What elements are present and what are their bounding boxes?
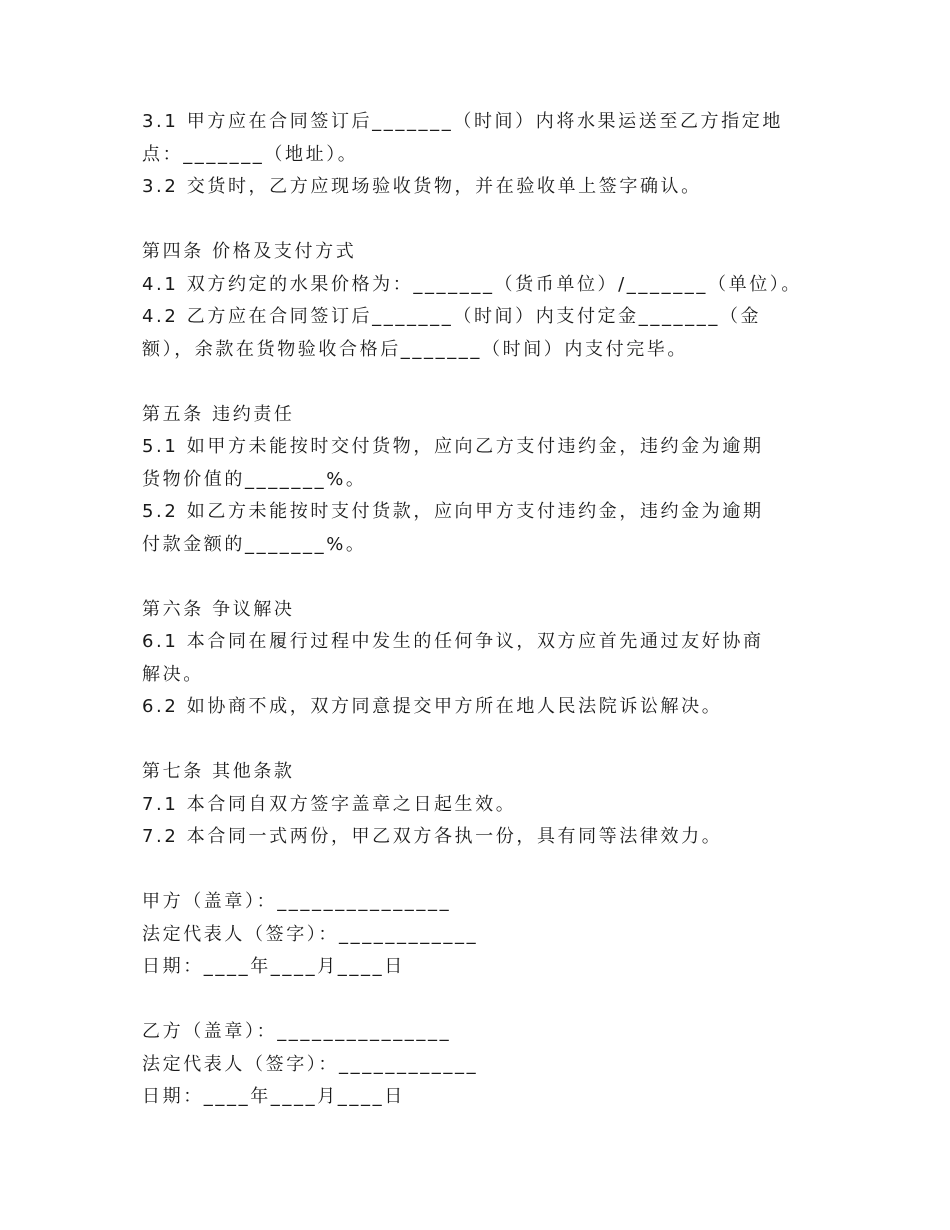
party-a-representative-line: 法定代表人（签字）：____________ — [142, 923, 479, 945]
spacer — [142, 724, 842, 757]
contract-page — [142, 106, 842, 1114]
clause-7-2: 7.2 本合同一式两份，甲乙双方各执一份，具有同等法律效力。 — [142, 826, 723, 847]
party-b-date-line: 日期：____年____月____日 — [142, 1086, 405, 1107]
clause-3-2: 3.2 交货时，乙方应现场验收货物，并在验收单上签字确认。 — [142, 176, 702, 197]
clause-6-1-line-2: 解决。 — [142, 663, 204, 685]
spacer — [142, 204, 842, 237]
clause-5-2-line-2: 付款金额的_______%。 — [142, 533, 367, 555]
clause-4-2-line-2: 额），余款在货物验收合格后_______（时间）内支付完毕。 — [142, 338, 688, 360]
clause-5-2-line-1: 5.2 如乙方未能按时支付货款，应向甲方支付违约金，违约金为逾期 — [142, 501, 764, 522]
clause-6-2: 6.2 如协商不成，双方同意提交甲方所在地人民法院诉讼解决。 — [142, 696, 723, 717]
clause-4-2-line-1: 4.2 乙方应在合同签订后_______（时间）内支付定金_______（金 — [142, 306, 762, 327]
spacer — [142, 561, 842, 594]
clause-5-1-line-1: 5.1 如甲方未能按时交付货物，应向乙方支付违约金，违约金为逾期 — [142, 436, 764, 457]
clause-6-1-line-1: 6.1 本合同在履行过程中发生的任何争议，双方应首先通过友好协商 — [142, 631, 764, 652]
spacer — [142, 984, 842, 1017]
party-a-date-line: 日期：____年____月____日 — [142, 956, 405, 977]
clause-4-1: 4.1 双方约定的水果价格为：_______（货币单位）/_______（单位）。 — [142, 273, 803, 295]
clause-7-1: 7.1 本合同自双方签字盖章之日起生效。 — [142, 793, 517, 815]
article-6-heading: 第六条 争议解决 — [142, 598, 295, 620]
spacer — [142, 366, 842, 399]
clause-3-1-line-2: 点：_______（地址）。 — [142, 143, 359, 165]
party-a-seal-line: 甲方（盖章）：_______________ — [142, 891, 452, 912]
article-4-heading: 第四条 价格及支付方式 — [142, 241, 357, 262]
clause-3-1-line-1: 3.1 甲方应在合同签订后_______（时间）内将水果运送至乙方指定地 — [142, 111, 783, 132]
spacer — [142, 854, 842, 887]
party-b-representative-line: 法定代表人（签字）：____________ — [142, 1053, 479, 1075]
clause-5-1-line-2: 货物价值的_______%。 — [142, 468, 367, 490]
party-b-seal-line: 乙方（盖章）：_______________ — [142, 1021, 452, 1042]
article-5-heading: 第五条 违约责任 — [142, 403, 295, 425]
article-7-heading: 第七条 其他条款 — [142, 761, 295, 782]
